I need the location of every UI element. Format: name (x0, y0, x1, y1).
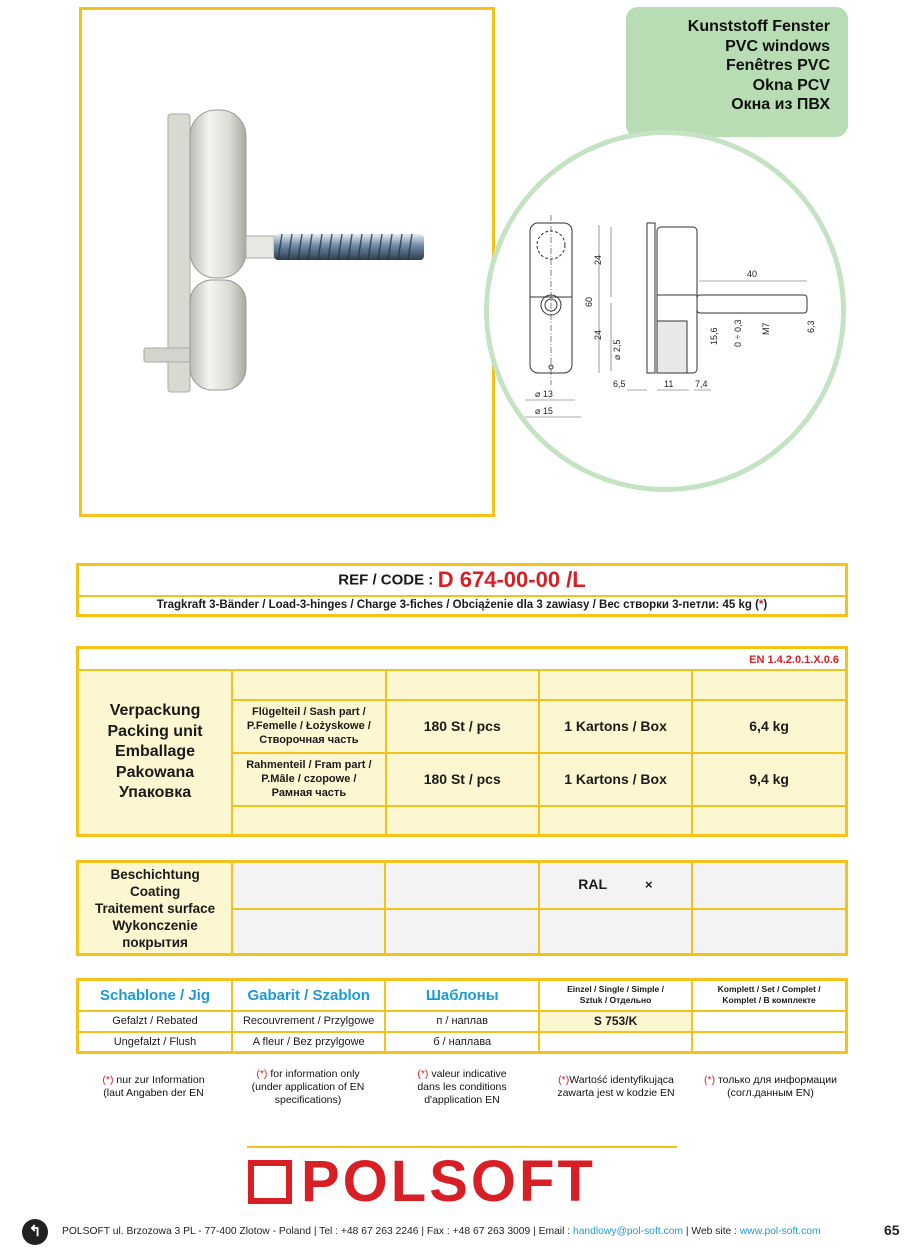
part-line: Rahmenteil / Fram part / (246, 759, 372, 771)
note-en (231, 1068, 385, 1107)
hinge-dimension-drawing (489, 135, 841, 487)
footer-contact (62, 1226, 821, 1237)
coating-label-line: Coating (129, 883, 181, 899)
note-line: (under application of EN (251, 1081, 365, 1093)
category-line: Kunststoff Fenster (687, 18, 830, 35)
jig-cell: п / наплав (385, 1011, 538, 1032)
ref-table (76, 563, 848, 617)
jig-header (539, 980, 692, 1011)
dim-label: 40 (747, 269, 758, 279)
empty-cell (539, 909, 693, 955)
box-cell: 1 Kartons / Box (539, 753, 692, 806)
packing-label-line: Verpackung (109, 702, 201, 719)
empty-cell (386, 806, 539, 836)
load-star: * (758, 599, 764, 612)
qty-cell: 180 St / pcs (386, 700, 539, 753)
logo-wordmark: POLSOFT (301, 1149, 596, 1214)
empty-cell (386, 670, 539, 700)
empty-cell (692, 670, 846, 700)
dim-label: 24 (593, 329, 603, 340)
part-line: P.Mâle / czopowe / (261, 773, 357, 785)
ref-code-cell (78, 565, 847, 596)
jig-code-cell: S 753/K (539, 1011, 692, 1032)
jig-cell (692, 1032, 846, 1053)
packing-table (76, 646, 848, 837)
note-star: (*) (102, 1074, 114, 1086)
coating-table (76, 860, 848, 956)
note-ru (693, 1074, 848, 1100)
jig-header: Шаблоны (385, 980, 538, 1011)
footer-email-link[interactable]: handlowy@pol-soft.com (572, 1226, 684, 1237)
part-line: Створочная часть (259, 734, 359, 746)
dim-label: M7 (761, 322, 771, 335)
page-number: 65 (884, 1222, 900, 1238)
qty-cell: 180 St / pcs (386, 753, 539, 806)
category-line: Fenêtres PVC (725, 57, 830, 75)
ref-code: D 674-00-00 /L (437, 567, 586, 593)
jig-header-line: Komplett / Set / Complet / (717, 984, 821, 995)
empty-cell (692, 909, 846, 955)
logo-rule (247, 1146, 677, 1148)
jig-header-line: Sztuk / Отдельно (579, 995, 652, 1006)
part-line: Flügelteil / Sash part / (252, 706, 366, 718)
hinge-photo (82, 10, 492, 514)
category-tag (626, 7, 848, 137)
technical-drawing (484, 130, 846, 492)
ral-label: RAL (578, 876, 608, 893)
empty-cell (692, 806, 846, 836)
dim-label: 60 (584, 296, 594, 307)
dim-label: 0 ÷ 0,3 (733, 319, 743, 347)
empty-cell (539, 670, 692, 700)
note-line: for information only (267, 1068, 360, 1080)
packing-label-line: Packing unit (107, 722, 203, 740)
dim-label: ⌀ 2,5 (612, 339, 622, 360)
jig-cell: Gefalzt / Rebated (78, 1011, 232, 1032)
product-photo-frame (79, 7, 495, 517)
jig-cell: Ungefalzt / Flush (78, 1032, 232, 1053)
note-line: specifications) (274, 1094, 342, 1106)
en-code-cell (78, 648, 847, 670)
dim-label: 6,5 (613, 379, 626, 389)
note-star: (*) (703, 1074, 716, 1086)
category-line: PVC windows (725, 37, 830, 55)
logo-square-icon (248, 1160, 292, 1204)
ral-cell (539, 862, 693, 909)
note-line: dans les conditions (417, 1081, 507, 1093)
packing-label-line: Упаковка (118, 784, 192, 801)
coating-label (78, 862, 233, 955)
polsoft-logo (247, 1146, 677, 1212)
jig-header-line: Komplet / В комплекте (722, 995, 816, 1006)
empty-cell (385, 909, 538, 955)
dim-label: ⌀ 15 (535, 406, 553, 416)
dim-label: 24 (593, 254, 603, 265)
empty-cell (385, 862, 538, 909)
note-line: nur zur Information (113, 1074, 205, 1086)
jig-cell: б / наплава (385, 1032, 538, 1053)
note-line: zawarta jest w kodzie EN (557, 1087, 675, 1099)
note-star: (*) (558, 1074, 570, 1086)
coating-label-line: Traitement surface (95, 900, 216, 916)
empty-cell (539, 806, 692, 836)
empty-cell (692, 862, 846, 909)
note-star: (*) (256, 1068, 268, 1080)
part-line: Рамная часть (271, 787, 347, 799)
empty-cell (232, 909, 385, 955)
note-de (76, 1074, 231, 1100)
note-line: (laut Angaben der EN (103, 1087, 204, 1099)
ref-prefix: REF / CODE : (338, 571, 434, 589)
packing-label-line: Pakowana (115, 763, 195, 781)
category-line: Окна из ПВХ (731, 96, 830, 114)
jig-header-line: Einzel / Single / Simple / (567, 984, 664, 995)
jig-header: Gabarit / Szablon (232, 980, 385, 1011)
dim-label: 6,3 (806, 320, 816, 333)
load-cell (78, 596, 847, 616)
dim-label: 7,4 (695, 379, 708, 389)
jig-cell: Recouvrement / Przylgowe (232, 1011, 385, 1032)
note-line: valeur indicative (428, 1068, 507, 1080)
jig-cell (539, 1032, 692, 1053)
en-code: EN 1.4.2.0.1.X.0.6 (749, 653, 839, 666)
table-row (78, 1032, 847, 1053)
dim-label: 15,6 (709, 327, 719, 345)
packing-label-line: Emballage (115, 743, 196, 760)
packing-label (78, 670, 233, 836)
jig-header: Schablone / Jig (78, 980, 232, 1011)
part-cell (232, 700, 385, 753)
coating-label-line: покрытия (122, 934, 188, 950)
jig-table (76, 978, 848, 1054)
footer-web-link[interactable]: www.pol-soft.com (739, 1226, 821, 1237)
dim-label: 11 (664, 379, 674, 389)
note-pl (539, 1074, 693, 1100)
ral-mark: × (645, 877, 653, 893)
empty-cell (232, 862, 385, 909)
footer-address: POLSOFT ul. Brzozowa 3 PL - 77-400 Zlotow - Poland | Tel : +48 67 263 2246 | Fax : +48 67 263 3009 | Email : (62, 1226, 573, 1237)
weight-cell: 9,4 kg (692, 753, 846, 806)
note-line: только для информации (715, 1074, 838, 1086)
part-cell (232, 753, 385, 806)
footer (0, 1218, 916, 1248)
dim-label: ⌀ 13 (535, 389, 553, 399)
jig-cell: A fleur / Bez przylgowe (232, 1032, 385, 1053)
jig-cell (692, 1011, 846, 1032)
box-cell: 1 Kartons / Box (539, 700, 692, 753)
coating-label-line: Wykonczenie (112, 917, 198, 933)
logo-badge-icon: ↰ (22, 1219, 48, 1245)
note-line: d'application EN (424, 1094, 500, 1106)
note-line: Wartość identyfikująca (569, 1074, 674, 1086)
note-line: (согл.данным EN) (727, 1087, 814, 1099)
coating-label-line: Beschichtung (110, 866, 200, 882)
table-row (78, 1011, 847, 1032)
category-line: Okna PCV (752, 76, 830, 94)
load-text: Tragkraft 3-Bänder / Load-3-hinges / Charge 3-fiches / Obciążenie dla 3 zawiasy / Вес створки 3-петли: 45 kg ( (156, 599, 759, 612)
note-fr (385, 1068, 539, 1107)
load-close: ) (763, 599, 768, 612)
jig-header (692, 980, 846, 1011)
weight-cell: 6,4 kg (692, 700, 846, 753)
note-star: (*) (417, 1068, 429, 1080)
footer-web-label: | Web site : (683, 1226, 740, 1237)
part-line: P.Femelle / Łożyskowe / (246, 720, 371, 732)
empty-cell (232, 670, 385, 700)
empty-cell (232, 806, 385, 836)
